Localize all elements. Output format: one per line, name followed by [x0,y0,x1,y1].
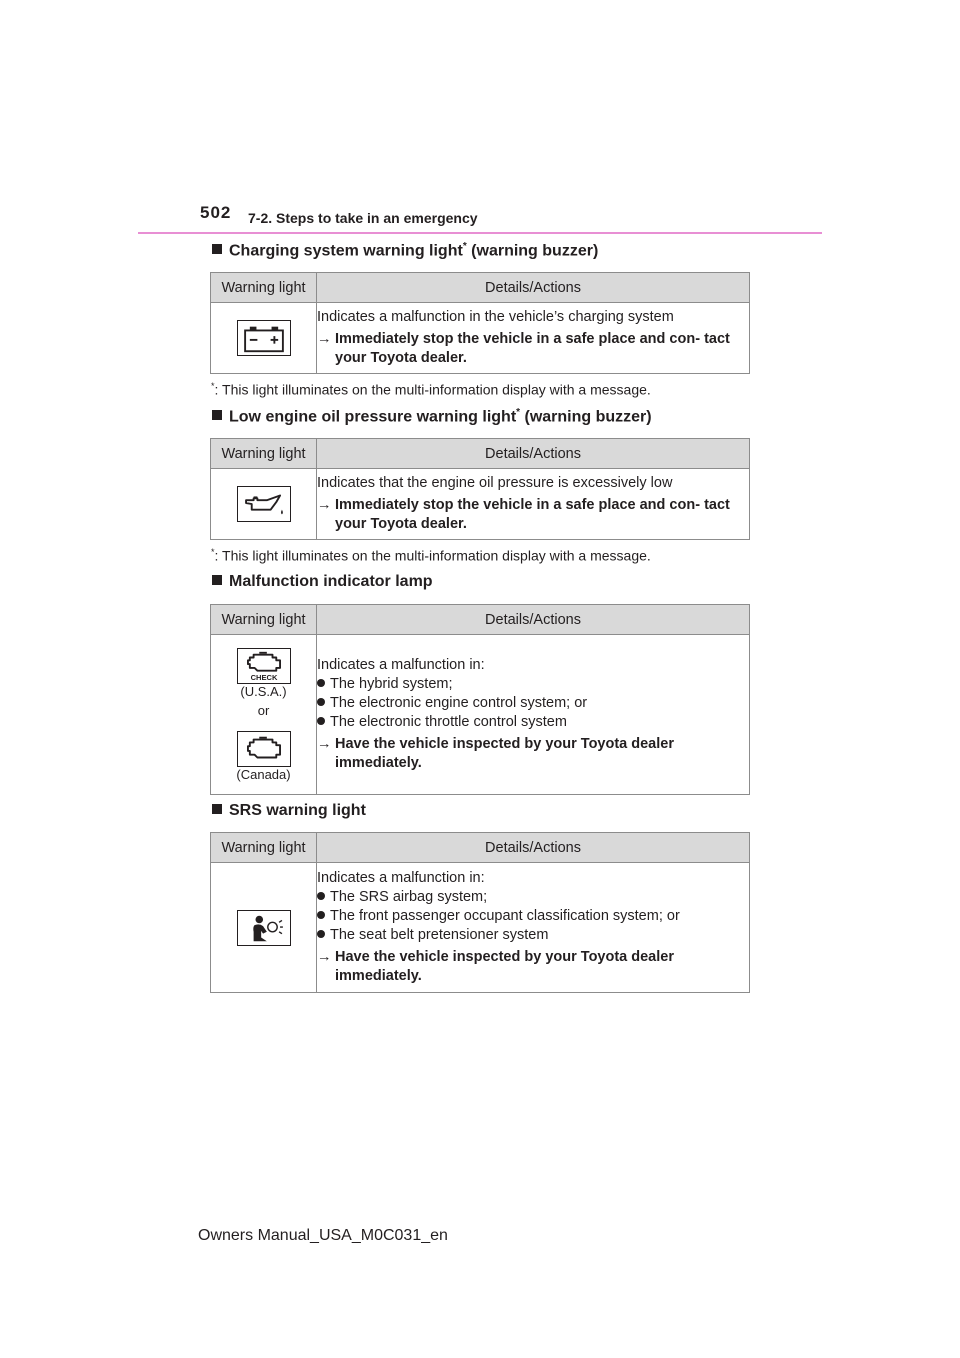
col-warning-light: Warning light [211,439,317,469]
footer-text: Owners Manual_USA_M0C031_en [198,1227,448,1244]
list-item: The hybrid system; [317,675,749,694]
col-details-actions: Details/Actions [317,439,750,469]
page-number: 502 [200,203,232,222]
check-engine-icon [237,648,291,684]
oil-action: Immediately stop the vehicle in a safe place and con- tact your Toyota dealer. [335,497,730,532]
srs-action: Have the vehicle inspected by your Toyota dealer immediately. [335,949,674,984]
label-or: or [257,703,270,718]
list-item: The seat belt pretensioner system [317,926,749,945]
malfunction-lamp-table: Warning light Details/Actions CHECK (U.S.A.) or (Canada) Indicates a malfunction in: The hybrid system; The electronic engine control system; or The electronic throttle control system → Have the vehicle inspected by your Toyota dealer immediately. [210,604,750,795]
label-canada: (Canada) [236,767,291,782]
oil-description: Indicates that the engine oil pressure is excessively low [317,475,673,491]
col-details-actions: Details/Actions [317,605,750,635]
list-item: The SRS airbag system; [317,888,749,907]
header-rule [138,232,822,234]
col-warning-light: Warning light [211,833,317,863]
battery-icon [237,320,291,356]
airbag-icon [237,910,291,946]
col-warning-light: Warning light [211,605,317,635]
heading-square-icon [212,410,222,420]
malfunction-description: Indicates a malfunction in: [317,657,485,673]
list-item: The electronic throttle control system [317,713,749,732]
footnote-charging: *: This light illuminates on the multi-information display with a message. [211,381,651,398]
heading-square-icon [212,244,222,254]
charging-description: Indicates a malfunction in the vehicle’s charging system [317,309,674,325]
col-warning-light: Warning light [211,273,317,303]
section-title: 7-2. Steps to take in an emergency [248,210,478,226]
malfunction-action: Have the vehicle inspected by your Toyota dealer immediately. [335,736,674,771]
engine-icon [237,731,291,767]
list-item: The electronic engine control system; or [317,694,749,713]
label-usa: (U.S.A.) [240,684,287,699]
heading-charging-system: Charging system warning light* (warning buzzer) [212,241,598,260]
col-details-actions: Details/Actions [317,273,750,303]
check-label: CHECK [250,673,277,683]
col-details-actions: Details/Actions [317,833,750,863]
charging-system-table: Warning light Details/Actions Indicates a malfunction in the vehicle’s charging system → Immediately stop the vehicle in a safe place and con- tact your Toyota dealer. [210,272,750,374]
footnote-oil: *: This light illuminates on the multi-information display with a message. [211,547,651,564]
heading-oil-pressure: Low engine oil pressure warning light* (warning buzzer) [212,407,652,426]
charging-action: Immediately stop the vehicle in a safe place and con- tact your Toyota dealer. [335,331,730,366]
heading-malfunction-lamp: Malfunction indicator lamp [212,573,433,591]
srs-description: Indicates a malfunction in: [317,870,485,886]
srs-table: Warning light Details/Actions Indicates a malfunction in: The SRS airbag system; The front passenger occupant classification system; or The seat belt pretensioner system → Have the vehicle inspected by your Toyota dealer immediately. [210,832,750,993]
oil-pressure-table: Warning light Details/Actions Indicates that the engine oil pressure is excessively low → Immediately stop the vehicle in a safe place and con- tact your Toyota dealer. [210,438,750,540]
list-item: The front passenger occupant classification system; or [317,907,749,926]
oil-can-icon [237,486,291,522]
heading-square-icon [212,804,222,814]
heading-square-icon [212,575,222,585]
heading-srs: SRS warning light [212,802,366,820]
